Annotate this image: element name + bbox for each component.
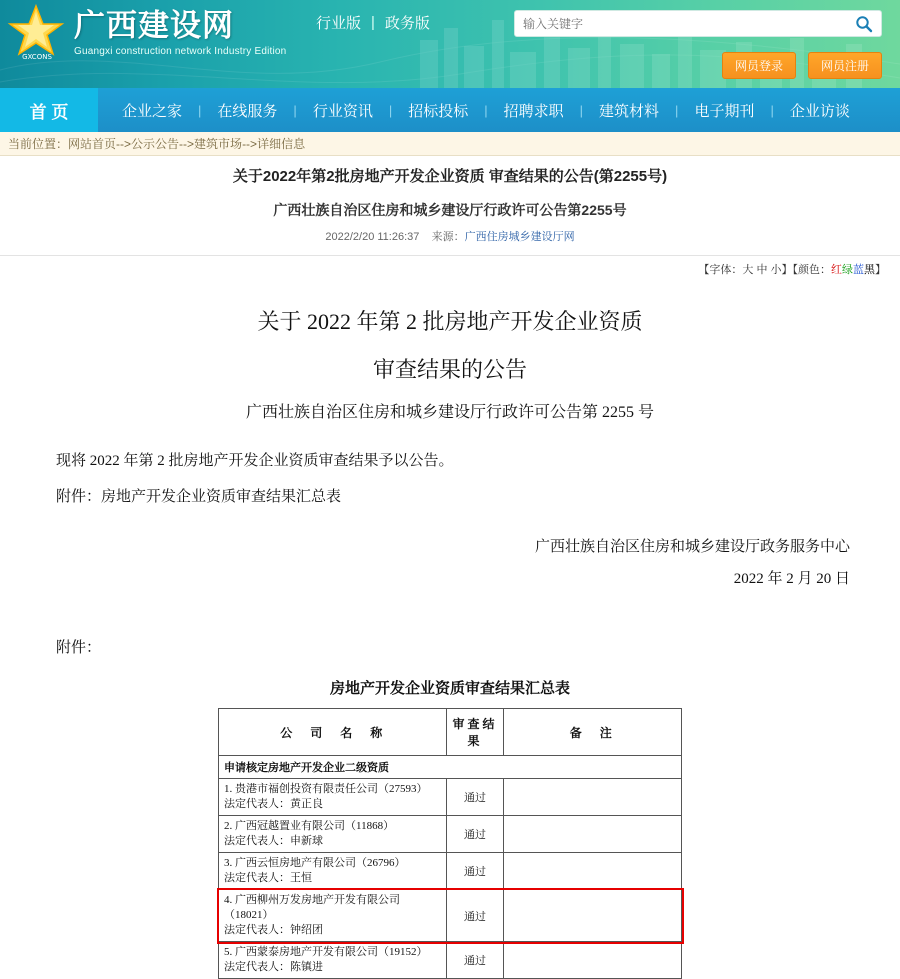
article-paragraph-1: 现将 2022 年第 2 批房地产开发企业资质审查结果予以公告。 [56, 453, 454, 469]
breadcrumb-item-notices[interactable]: 公示公告 [131, 137, 180, 151]
nav-item-dianziqikan[interactable]: 电子期刊 [694, 102, 755, 120]
cell-company [219, 890, 447, 942]
nav-divider: | [198, 102, 202, 118]
search-button[interactable] [847, 11, 881, 36]
font-size-large[interactable]: 大 [742, 264, 754, 276]
source-link[interactable]: 广西住房城乡建设厅网 [464, 231, 575, 243]
article-title-line2: 审查结果的公告 [372, 357, 527, 382]
company-name: 4. 广西柳州万发房地产开发有限公司（18021） [224, 894, 400, 921]
article-signoff [40, 534, 860, 592]
result-table-wrap [40, 708, 860, 979]
edition-selector [316, 12, 430, 33]
logo-text-cn: 广西建设网 [74, 7, 234, 43]
cell-note [503, 816, 681, 853]
cell-result: 通过 [447, 942, 503, 979]
source-label: 来源： [431, 231, 465, 243]
site-logo[interactable] [6, 4, 286, 62]
company-name: 2. 广西冠越置业有限公司（11868） [224, 820, 395, 832]
cell-note [503, 779, 681, 816]
cell-result: 通过 [447, 890, 503, 942]
table-row-highlighted [219, 890, 682, 942]
breadcrumb-separator: --> [179, 136, 195, 151]
nav-item-zhaobiaotoubiao[interactable]: 招标投标 [408, 102, 469, 120]
edition-separator: | [371, 14, 375, 31]
company-name: 3. 广西云恒房地产有限公司（26796） [224, 857, 406, 869]
nav-item-qiyefangtan[interactable]: 企业访谈 [789, 102, 850, 120]
table-row [219, 942, 682, 979]
cell-note [503, 942, 681, 979]
logo-text-en: Guangxi construction network Industry Edition [74, 45, 287, 57]
cell-company [219, 942, 447, 979]
font-color-tools [0, 256, 900, 277]
article-paragraph-2: 附件：房地产开发企业资质审查结果汇总表 [56, 489, 342, 505]
nav-divider: | [675, 102, 679, 118]
legal-representative: 法定代表人：王恒 [224, 872, 312, 884]
cell-company [219, 816, 447, 853]
register-button[interactable]: 网员注册 [808, 52, 882, 79]
table-row [219, 816, 682, 853]
legal-representative: 法定代表人：申新球 [224, 835, 323, 847]
column-header-company: 公 司 名 称 [219, 709, 447, 756]
table-row [219, 853, 682, 890]
cell-company [219, 779, 447, 816]
column-header-note: 备 注 [503, 709, 681, 756]
signer-organization: 广西壮族自治区住房和城乡建设厅政务服务中心 [534, 539, 850, 555]
breadcrumb-separator: --> [242, 136, 258, 151]
nav-divider: | [293, 102, 297, 118]
article-subtitle: 广西壮族自治区住房和城乡建设厅行政许可公告第 2255 号 [245, 404, 654, 421]
column-header-result: 审查结果 [447, 709, 503, 756]
table-caption: 房地产开发企业资质审查结果汇总表 [329, 681, 570, 697]
cell-result: 通过 [447, 816, 503, 853]
edition-industry[interactable]: 行业版 [316, 15, 362, 32]
page-subtitle: 广西壮族自治区住房和城乡建设厅行政许可公告第2255号 [273, 202, 627, 218]
auth-buttons [722, 52, 882, 79]
color-green[interactable]: 绿 [842, 264, 853, 276]
nav-item-zaixianfuwu[interactable]: 在线服务 [217, 102, 278, 120]
table-section-title: 申请核定房地产开发企业二级资质 [219, 756, 682, 779]
star-logo-icon [6, 4, 68, 62]
legal-representative: 法定代表人：黄正良 [224, 798, 323, 810]
nav-item-list [98, 88, 900, 132]
font-size-end: 】 [781, 264, 793, 276]
color-black[interactable]: 黑 [864, 264, 875, 276]
nav-item-hangyezixun[interactable]: 行业资讯 [312, 102, 373, 120]
table-header-row [219, 709, 682, 756]
font-size-small[interactable]: 小 [770, 264, 782, 276]
table-row [219, 779, 682, 816]
legal-representative: 法定代表人：钟绍团 [224, 924, 323, 936]
search-input[interactable] [515, 11, 847, 36]
breadcrumb-label: 当前位置： [8, 137, 69, 151]
publish-datetime: 2022/2/20 11:26:37 [325, 231, 420, 243]
search-box[interactable] [514, 10, 882, 37]
breadcrumb-item-market[interactable]: 建筑市场 [194, 137, 243, 151]
breadcrumb-separator: --> [116, 136, 132, 151]
company-name: 1. 贵港市福创投资有限责任公司（27593） [224, 783, 428, 795]
site-banner [0, 0, 900, 88]
nav-item-home[interactable]: 首 页 [0, 88, 98, 132]
breadcrumb-item-home[interactable]: 网站首页 [68, 137, 117, 151]
search-icon [855, 15, 873, 33]
login-button[interactable]: 网员登录 [722, 52, 796, 79]
edition-government[interactable]: 政务版 [384, 15, 430, 32]
legal-representative: 法定代表人：陈镇进 [224, 961, 323, 973]
page-title: 关于2022年第2批房地产开发企业资质 审查结果的公告(第2255号) [232, 168, 668, 185]
color-end: 】 [875, 264, 886, 276]
nav-item-qiyezhijia[interactable]: 企业之家 [122, 102, 183, 120]
nav-divider: | [770, 102, 774, 118]
font-size-label: 【字体： [698, 264, 743, 276]
document-header [0, 156, 900, 256]
nav-item-zhaopinqiuzhi[interactable]: 招聘求职 [503, 102, 564, 120]
nav-divider: | [388, 102, 393, 118]
cell-note [503, 890, 681, 942]
cell-result: 通过 [447, 779, 503, 816]
nav-divider: | [579, 102, 584, 118]
color-label: 【颜色： [792, 264, 831, 276]
main-nav [0, 88, 900, 132]
breadcrumb-item-detail[interactable]: 详细信息 [257, 137, 306, 151]
svg-text:GXCONS: GXCONS [22, 53, 52, 61]
color-blue[interactable]: 蓝 [853, 264, 864, 276]
article-body [0, 277, 900, 979]
nav-item-jianzhucailiao[interactable]: 建筑材料 [599, 102, 660, 120]
cell-result: 通过 [447, 853, 503, 890]
nav-divider: | [484, 102, 488, 118]
cell-note [503, 853, 681, 890]
result-table [218, 708, 682, 979]
color-red[interactable]: 红 [831, 264, 842, 276]
attachment-label: 附件： [56, 640, 102, 656]
font-size-medium[interactable]: 中 [756, 264, 768, 276]
cell-company [219, 853, 447, 890]
table-section-row [219, 756, 682, 779]
article-title-line1: 关于 2022 年第 2 批房地产开发企业资质 [257, 309, 643, 334]
document-meta [0, 228, 900, 251]
breadcrumb [0, 132, 900, 156]
company-name: 5. 广西蒙泰房地产开发有限公司（19152） [224, 946, 428, 958]
signer-date: 2022 年 2 月 20 日 [733, 571, 850, 587]
